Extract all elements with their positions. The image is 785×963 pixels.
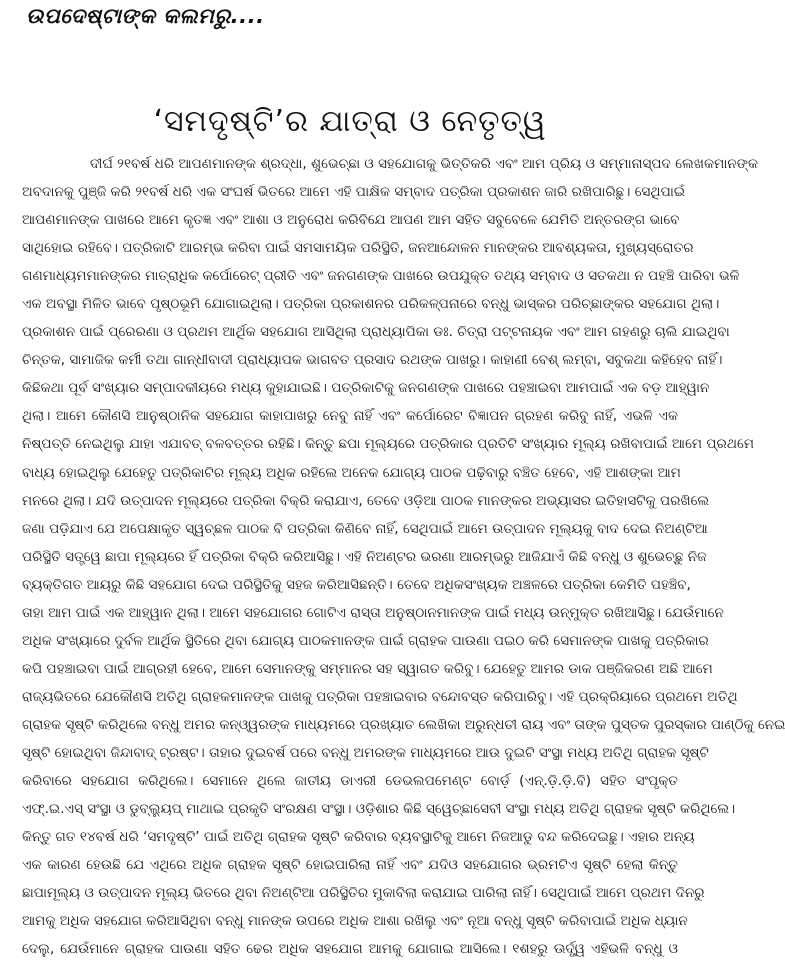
body-line: ବାଧ୍ୟ ହୋଇଥିଲୁ ଯେହେତୁ ପତ୍ରିକାଟିର ମୂଲ୍ୟ ଅଧିକ ରହିଲେ ଅନେକ ଯୋଗ୍ୟ ପାଠକ ପଢ଼ିବାରୁ ବଞ୍ଚିତ ହେବେ, ଏହି ଆଶଙ୍କା ଆମ	[22, 464, 681, 481]
body-line: କପି ପହଞ୍ଚାଇବା ପାଇଁ ଆଗ୍ରହୀ ହେବେ, ଆମେ ସେମାନଙ୍କୁ ସମ୍ମାନର ସହ ସ୍ୱାଗତ କରିବୁ। ଯେହେତୁ ଆମର ଡାକ ପଞ୍ଜିକରଣ ଅଛି ଆମେ	[22, 660, 713, 677]
body-line: ଏକ ଅବସ୍ଥା ମିଳିତ ଭାବେ ପୃଷ୍ଠଭୂମି ଯୋଗାଇଥିଲା। ପତ୍ରିକା ପ୍ରକାଶନର ପରିକଳ୍ପନାରେ ବନ୍ଧୁ ଭାସ୍କର ପରିଚ୍ଛାଙ୍କର ସହଯୋଗ ଥିଲା।	[22, 296, 720, 313]
body-line: କରିବାରେ ସହଯୋଗ କରିଥିଲେ। ସେମାନେ ଥିଲେ ଜାତୀୟ ଡାଏରୀ ଡେଭଲପମେଣ୍ଟ ବୋର୍ଡ଼ (ଏନ୍.ଡ଼ି.ଡ଼ି.ବି) ସହିତ ସଂପୃକ୍ତ	[22, 773, 678, 790]
body-line: ପରିସ୍ଥିତି ସତ୍ତ୍ୱେ ଛାପା ମୂଲ୍ୟରେ ହିଁ ପତ୍ରିକା ବିକ୍ରି କରିଆସିଛୁ। ଏହି ନିଅଣ୍ଟର ଭରଣା ଆରମ୍ଭରୁ ଆଜିଯାଏଁ କିଛି ବନ୍ଧୁ ଓ ଶୁଭେଚ୍ଛୁ ନିଜ	[22, 548, 707, 565]
body-line: ଛାପାମୂଲ୍ୟ ଓ ଉତ୍ପାଦନ ମୂଲ୍ୟ ଭିତରେ ଥିବା ନିଅଣ୍ଟିଆ ପରିସ୍ଥିତିର ମୁକାବିଲା କରାଯାଇ ପାରିଲା ନାହିଁ। ସେଥିପାଇଁ ଆମେ ପ୍ରଥମ ଦିନରୁ	[22, 885, 705, 902]
body-line: ଦୀର୍ଘ ୨୧ବର୍ଷ ଧରି ଆପଣମାନଙ୍କ ଶ୍ରଦ୍ଧା, ଶୁଭେଚ୍ଛା ଓ ସହଯୋଗକୁ ଭିତ୍ତିକରି ଏବଂ ଆମ ପ୍ରିୟ ଓ ସମ୍ମାନାସ୍ପଦ ଲେଖକମାନଙ୍କ	[90, 156, 759, 172]
body-line: ପ୍ରକାଶନ ପାଇଁ ପ୍ରେରଣା ଓ ପ୍ରଥମ ଆର୍ଥିକ ସହଯୋଗ ଆସିଥିଲା ପ୍ରାଧ୍ୟାପିକା ଡଃ. ଚିତ୍ରା ପଟ୍ଟନାୟକ ଏବଂ ଆମ ଗହଣରୁ ଚାଲି ଯାଇଥିବା	[22, 324, 730, 341]
column-label: ଉପଦେଷ୍ଟାଙ୍କ କଲମରୁ....	[26, 4, 265, 28]
body-line: ଗଣମାଧ୍ୟମମାନଙ୍କର ମାତ୍ରାଧିକ କର୍ପୋରେଟ୍ ପ୍ରୀତି ଏବଂ ଜନଗଣଙ୍କ ପାଖରେ ଉପଯୁକ୍ତ ତଥ୍ୟ ସମ୍ବାଦ ଓ ସତକଥା ନ ପହଞ୍ଚି ପାରିବା ଭଳି	[22, 268, 740, 285]
body-line: ଆପଣମାନଙ୍କ ପାଖରେ ଆମେ କୃତଜ୍ଞ ଏବଂ ଆଶା ଓ ଅନୁରୋଧ କରିବିଯେ ଆପଣ ଆମ ସହିତ ସବୁବେଳେ ଯେମିତି ଅନ୍ତରଙ୍ଗ ଭାବେ	[22, 212, 680, 229]
body-line: ଦେଲୁ, ଯେଉଁମାନେ ଗ୍ରାହକ ପାଉଣା ସହିତ ଢେର ଅଧିକ ସହଯୋଗ ଆମକୁ ଯୋଗାଇ ଆସିଲେ। ୧ଶହରୁ ଊର୍ଦ୍ଧ୍ୱ ଏହିଭଳି ବନ୍ଧୁ ଓ	[22, 941, 678, 958]
body-line: ଅଧିକ ସଂଖ୍ୟାରେ ଦୁର୍ବଳ ଆର୍ଥିକ ସ୍ଥିତିରେ ଥିବା ଯୋଗ୍ୟ ପାଠକମାନଙ୍କ ପାଇଁ ଗ୍ରାହକ ପାଉଣା ପଇଠ କରି ସେମାନଙ୍କ ପାଖକୁ ପତ୍ରିକାର	[22, 632, 709, 649]
body-line: ନିଷ୍ପତ୍ତି ନେଇଥିଲୁ ଯାହା ଏଯାବତ୍ ବଳବତ୍ତର ରହିଛି। କିନ୍ତୁ ଛପା ମୂଲ୍ୟରେ ପତ୍ରିକାର ପ୍ରତିଟି ସଂଖ୍ୟାର ମୂଲ୍ୟ ରଖିବାପାଇଁ ଆମେ ପ୍ରଥମେ	[22, 436, 755, 453]
body-line: ଗ୍ରାହକ ସୃଷ୍ଟି କରିଥିଲେ ବନ୍ଧୁ ଅମର କନ୍ଓ୍ୱରଙ୍କ ମାଧ୍ୟମରେ ପ୍ରଖ୍ୟାତ ଲେଖିକା ଅରୁନ୍ଧତୀ ରାୟ ଏବଂ ତାଙ୍କ ପୁସ୍ତକ ପୁରସ୍କାର ପାଣ୍ଠିକୁ ନେଇ	[22, 716, 785, 733]
body-line: ରାଜ୍ୟଭିତରେ ଯେକୌଣସି ଅତିଥି ଗ୍ରାହକମାନଙ୍କ ପାଖକୁ ପତ୍ରିକା ପହଞ୍ଚାଇବାର ବନ୍ଦୋବସ୍ତ କରିପାରିବୁ। ଏହି ପ୍ରକ୍ରିୟାରେ ପ୍ରଥମେ ଅତିଥି	[22, 688, 738, 705]
body-line: ସାଥିହୋଇ ରହିବେ। ପତ୍ରିକାଟି ଆରମ୍ଭ କରିବା ପାଇଁ ସମସାମୟିକ ପରିସ୍ଥିତି, ଜନଆନ୍ଦୋଳନ ମାନଙ୍କର ଆବଶ୍ୟକତା, ମୁଖ୍ୟସ୍ରୋତର	[22, 240, 694, 257]
body-line: କିନ୍ତୁ ଗତ ୧୪ବର୍ଷ ଧରି ‘ସମଦୃଷ୍ଟି’ ପାଇଁ ଅତିଥି ଗ୍ରାହକ ସୃଷ୍ଟି କରିବାର ବ୍ୟବସ୍ଥାଟିକୁ ଆମେ ନିଜଆଡୁ ବନ୍ଦ କରିଦେଇଛୁ। ଏହାର ଅନ୍ୟ	[22, 829, 695, 846]
article-headline: ‘ସମଦୃଷ୍ଟି’ର ଯାତ୍ରା ଓ ନେତୃତ୍ୱ	[153, 104, 547, 140]
body-line: ସୃଷ୍ଟି ହୋଇଥିବା ଜିନ୍ଦାବାଦ୍ ଟ୍ରଷ୍ଟ। ତାହାର ଦୁଇବର୍ଷ ପରେ ବନ୍ଧୁ ଅମରଙ୍କ ମାଧ୍ୟମରେ ଆଉ ଦୁଇଟି ସଂସ୍ଥା ମଧ୍ୟ ଅତିଥି ଗ୍ରାହକ ସୃଷ୍ଟି	[22, 744, 709, 761]
article-body	[22, 150, 785, 963]
body-line: ଆମକୁ ଅଧିକ ସହଯୋଗ କରିଆସିଥିବା ବନ୍ଧୁ ମାନଙ୍କ ଉପରେ ଅଧିକ ଆଶା ରଖିଲୁ ଏବଂ ନୂଆ ବନ୍ଧୁ ସୃଷ୍ଟି କରିବାପାଇଁ ଅଧିକ ଧ୍ୟାନ	[22, 913, 688, 930]
body-line: ଏକ କାରଣ ହେଉଛି ଯେ ଏଥିରେ ଅଧିକ ଗ୍ରାହକ ସୃଷ୍ଟି ହୋଇପାରିଲା ନାହିଁ ଏବଂ ଯଦିଓ ସହଯୋଗର ଭ୍ରମଟିଏ ସୃଷ୍ଟି ହେଲା କିନ୍ତୁ	[22, 857, 678, 874]
body-line: ମନରେ ଥିଲା। ଯଦି ଉତ୍ପାଦନ ମୂଲ୍ୟରେ ପତ୍ରିକା ବିକ୍ରି କରାଯାଏ, ତେବେ ଓଡ଼ିଆ ପାଠକ ମାନଙ୍କର ଅଭ୍ୟାସର ଇତିହାସଟିକୁ ପରଖିଲେ	[22, 492, 710, 509]
body-line: ବ୍ୟକ୍ତିଗତ ଆୟରୁ କିଛି ସହଯୋଗ ଦେଇ ପରିସ୍ଥିତିକୁ ସହଜ କରିଆସିଛନ୍ତି। ତେବେ ଅଧିକସଂଖ୍ୟକ ଅଞ୍ଚଳରେ ପତ୍ରିକା କେମିତି ପହଞ୍ଚିବ,	[22, 576, 691, 593]
body-line: ଚିନ୍ତକ, ସାମାଜିକ କର୍ମୀ ତଥା ଗାନ୍ଧୀବାଦୀ ପ୍ରାଧ୍ୟାପକ ଭାଗବତ ପ୍ରସାଦ ରଥଙ୍କ ପାଖରୁ। କାହାଣୀ ବେଶ୍ ଲମ୍ବା, ସବୁକଥା କହିହେବ ନାହିଁ।	[22, 352, 723, 369]
body-line: ଏଫ୍.ଇ.ଏସ୍ ସଂସ୍ଥା ଓ ଡୁବ୍ଲ୍ୟୁପ୍ ମାଥାଇ ପ୍ରକୃତି ସଂରକ୍ଷଣ ସଂସ୍ଥା। ଓଡ଼ିଶାର କିଛି ସ୍ୱେଚ୍ଛାସେବୀ ସଂସ୍ଥା ମଧ୍ୟ ଅତିଥି ଗ୍ରାହକ ସୃଷ୍ଟି କରିଥିଲେ।	[22, 801, 736, 818]
body-line: କିଛିକଥା ପୂର୍ବ ସଂଖ୍ୟାର ସମ୍ପାଦକୀୟରେ ମଧ୍ୟ କୁହାଯାଇଛି। ପତ୍ରିକାଟିକୁ ଜନଗଣଙ୍କ ପାଖରେ ପହଞ୍ଚାଇବା ଆମପାଇଁ ଏକ ବଡ଼ ଆହ୍ୱାନ	[22, 380, 710, 397]
body-line: ଥିଲା। ଆମେ କୌଣସି ଆନୁଷ୍ଠାନିକ ସହଯୋଗ କାହାପାଖରୁ ନେବୁ ନାହିଁ ଏବଂ କର୍ପୋରେଟ ବିଜ୍ଞାପନ ଗ୍ରହଣ କରିବୁ ନାହିଁ, ଏଭଳି ଏକ	[22, 408, 678, 425]
body-line: ଜଣା ପଡ଼ିଯାଏ ଯେ ଅପେକ୍ଷାକୃତ ସ୍ୱଚ୍ଛଳ ପାଠକ ବି ପତ୍ରିକା କିଣିବେ ନାହିଁ, ସେଥିପାଇଁ ଆମେ ଉତ୍ପାଦନ ମୂଲ୍ୟକୁ ବାଦ ଦେଇ ନିଅଣ୍ଟିଆ	[22, 520, 708, 537]
body-line: ଅବଦାନକୁ ପୁଞ୍ଜି କରି ୨୧ବର୍ଷ ଧରି ଏକ ସଂଘର୍ଷ ଭିତରେ ଆମେ ଏହି ପାକ୍ଷିକ ସମ୍ବାଦ ପତ୍ରିକା ପ୍ରକାଶନ ଜାରି ରଖିପାରିଛୁ। ସେଥିପାଇଁ	[22, 184, 686, 201]
body-line: ତାହା ଆମ ପାଇଁ ଏକ ଆହ୍ୱାନ ଥିଲା। ଆମେ ସହଯୋଗର ଗୋଟିଏ ରାସ୍ତା ଅନୁଷ୍ଠାନମାନଙ୍କ ପାଇଁ ମଧ୍ୟ ଉନ୍ମୁକ୍ତ ରଖିଆସିଛୁ। ଯେଉଁମାନେ	[22, 604, 724, 621]
